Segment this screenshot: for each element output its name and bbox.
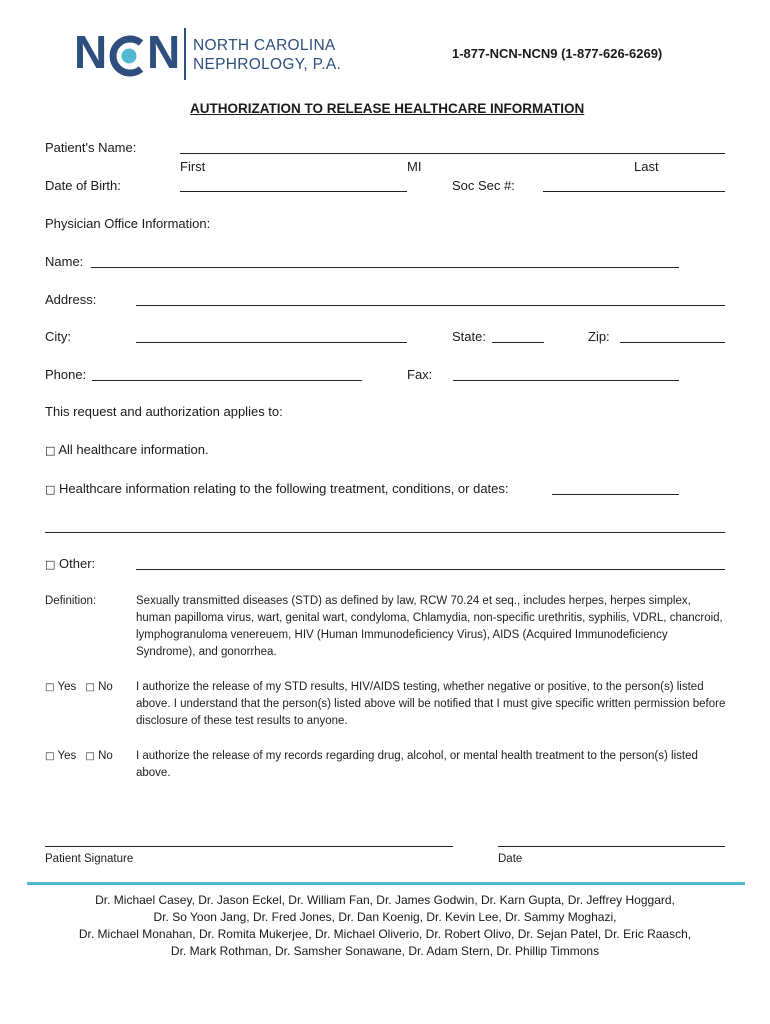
physician-name-label: Name: — [45, 254, 84, 269]
consent-drug-yes-label: Yes — [57, 750, 77, 762]
physician-list-line: Dr. So Yoon Jang, Dr. Fred Jones, Dr. Dan Koenig, Dr. Kevin Lee, Dr. Sammy Moghazi, — [153, 910, 617, 924]
all-healthcare-label: All healthcare information. — [58, 442, 209, 457]
patient-last-label: Last — [634, 159, 659, 174]
consent-drug-yes[interactable] — [45, 750, 79, 762]
patient-signature-field[interactable] — [45, 846, 453, 847]
definition-text: Sexually transmitted diseases (STD) as defined by law, RCW 70.24 et seq., includes herpes, herpes simplex, human papilloma virus, wart, genital wart, condyloma, Chlamydia, non-specific urethritis, syphilis, VDRL, chancroid, lymphogranuloma venereuem, HIV (Human Immunodeficiency Virus), AIDS (Acquired Immunodeficiency Syndrome), and gonorrhea. — [136, 595, 723, 658]
form-title: AUTHORIZATION TO RELEASE HEALTHCARE INFORMATION — [190, 101, 585, 116]
logo-name-line2: NEPHROLOGY, P.A. — [193, 56, 342, 73]
specific-healthcare-field[interactable] — [552, 494, 679, 495]
logo — [74, 26, 342, 82]
phone-field[interactable] — [92, 380, 362, 381]
logo-c-mark-icon — [108, 33, 148, 79]
consent-std-text: I authorize the release of my STD results, HIV/AIDS testing, whether negative or positive, to the person(s) listed above. I understand that the person(s) listed above will be notified that I must give specific written permission before disclosure of these test results to anyone. — [136, 681, 726, 727]
consent-std-yes-label: Yes — [57, 681, 77, 693]
address-label: Address: — [45, 292, 97, 307]
consent-drug-text: I authorize the release of my records regarding drug, alcohol, or mental health treatment to the person(s) listed above. — [136, 750, 698, 779]
physician-list — [0, 892, 770, 960]
physician-heading: Physician Office Information: — [45, 216, 211, 231]
definition-label: Definition: — [45, 595, 97, 607]
checkbox-icon[interactable]: □ — [85, 682, 95, 693]
date-field[interactable] — [498, 846, 725, 847]
address-field[interactable] — [136, 305, 725, 306]
footer-rule — [27, 882, 745, 885]
dob-label: Date of Birth: — [45, 178, 121, 193]
consent-drug-options — [45, 748, 113, 765]
logo-letter-n-left: N — [74, 26, 107, 78]
consent-drug-no-label: No — [98, 750, 113, 762]
specific-healthcare-field-continued[interactable] — [45, 532, 725, 533]
patient-mi-label: MI — [407, 159, 422, 174]
physician-list-line: Dr. Michael Casey, Dr. Jason Eckel, Dr. William Fan, Dr. James Godwin, Dr. Karn Gupta, Dr. Jeffrey Hoggard, — [95, 893, 675, 907]
logo-letter-n-right: N — [147, 26, 180, 78]
phone-label: Phone: — [45, 367, 87, 382]
all-healthcare-option[interactable] — [45, 442, 209, 459]
ssn-label: Soc Sec #: — [452, 178, 515, 193]
checkbox-icon[interactable]: □ — [45, 444, 56, 457]
fax-label: Fax: — [407, 367, 433, 382]
other-label: Other: — [59, 556, 96, 571]
zip-label: Zip: — [588, 329, 610, 344]
checkbox-icon[interactable]: □ — [45, 682, 55, 693]
patient-name-field[interactable] — [180, 153, 725, 154]
logo-name-line1: NORTH CAROLINA — [193, 37, 336, 54]
patient-first-label: First — [180, 159, 206, 174]
other-field[interactable] — [136, 569, 725, 570]
physician-name-field[interactable] — [91, 267, 679, 268]
consent-drug-no[interactable] — [85, 750, 112, 762]
physician-list-line: Dr. Michael Monahan, Dr. Romita Mukerjee, Dr. Michael Oliverio, Dr. Robert Olivo, Dr. Sejan Patel, Dr. Eric Raasch, — [78, 927, 692, 941]
specific-healthcare-option[interactable] — [45, 481, 509, 498]
city-label: City: — [45, 329, 71, 344]
city-field[interactable] — [136, 342, 407, 343]
specific-healthcare-label: Healthcare information relating to the following treatment, conditions, or dates: — [59, 481, 509, 496]
zip-field[interactable] — [620, 342, 725, 343]
checkbox-icon[interactable]: □ — [45, 558, 56, 571]
state-field[interactable] — [492, 342, 544, 343]
consent-std-options — [45, 679, 113, 696]
state-label: State: — [452, 329, 486, 344]
checkbox-icon[interactable]: □ — [45, 483, 56, 496]
header-phone: 1-877-NCN-NCN9 (1-877-626-6269) — [452, 46, 663, 61]
logo-divider — [184, 28, 186, 80]
fax-field[interactable] — [453, 380, 679, 381]
checkbox-icon[interactable]: □ — [45, 751, 55, 762]
date-label: Date — [498, 853, 523, 865]
consent-std-no-label: No — [98, 681, 113, 693]
checkbox-icon[interactable]: □ — [85, 751, 95, 762]
patient-signature-label: Patient Signature — [45, 853, 134, 865]
consent-std-no[interactable] — [85, 681, 112, 693]
applies-heading: This request and authorization applies to: — [45, 404, 283, 419]
consent-std-yes[interactable] — [45, 681, 79, 693]
dob-field[interactable] — [180, 191, 407, 192]
patient-name-label: Patient's Name: — [45, 140, 137, 155]
physician-list-line: Dr. Mark Rothman, Dr. Samsher Sonawane, Dr. Adam Stern, Dr. Phillip Timmons — [170, 944, 600, 958]
other-option[interactable] — [45, 556, 95, 573]
ssn-field[interactable] — [543, 191, 725, 192]
